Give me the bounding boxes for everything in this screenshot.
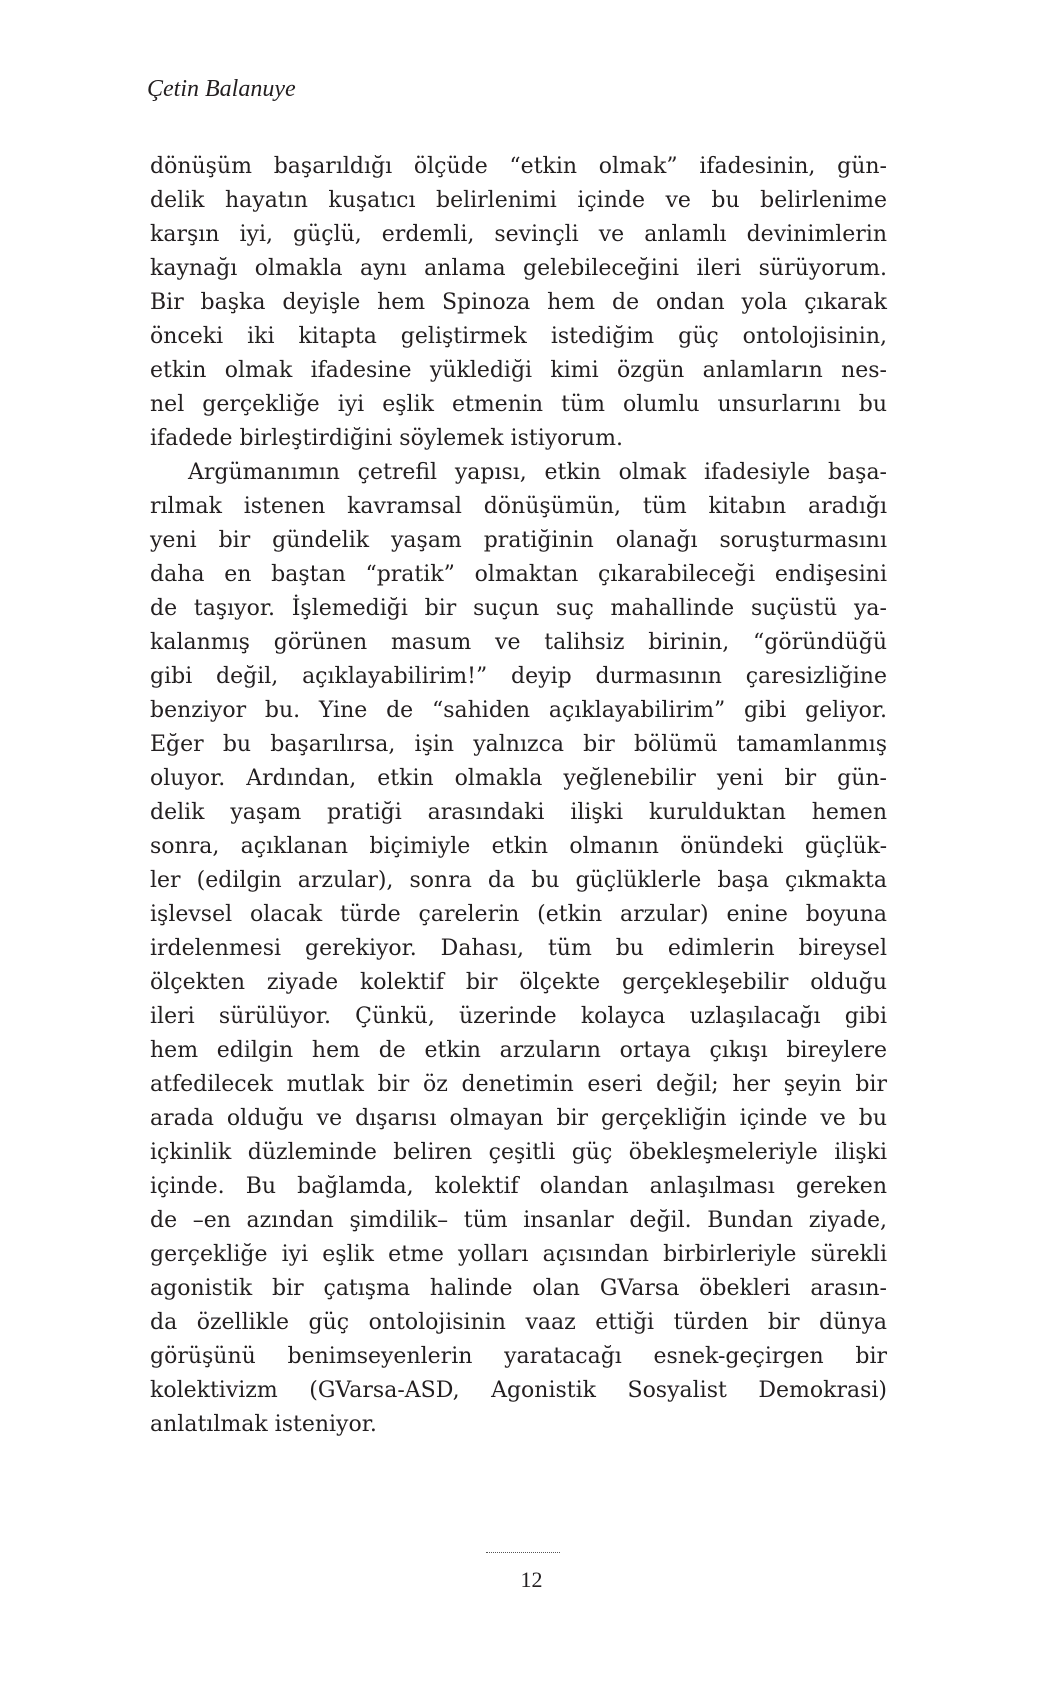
text-line: de –en azından şimdilik– tüm insanlar değil. Bundan ziyade, [150,1208,887,1233]
paragraph-2 [150,456,887,1442]
text-line: kolektivizm (GVarsa-ASD, Agonistik Sosyalist Demokrasi) [150,1378,887,1403]
text-line: da özellikle güç ontolojisinin vaaz ettiği türden bir dünya [150,1310,887,1335]
text-line: anlatılmak isteniyor. [150,1412,377,1437]
page-number: 12 [520,1567,543,1592]
text-line: agonistik bir çatışma halinde olan GVarsa öbekleri arasın- [150,1276,887,1301]
text-line: ölçekten ziyade kolektif bir ölçekte gerçekleşebilir olduğu [150,970,887,995]
text-line: ifadede birleştirdiğini söylemek istiyorum. [150,426,623,451]
text-line: ileri sürülüyor. Çünkü, üzerinde kolayca uzlaşılacağı gibi [150,1004,887,1029]
text-line: irdelenmesi gerekiyor. Dahası, tüm bu edimlerin bireysel [150,936,887,961]
text-line: atfedilecek mutlak bir öz denetimin eseri değil; her şeyin bir [150,1072,887,1097]
text-line: gibi değil, açıklayabilirim!” deyip durmasının çaresizliğine [150,664,887,689]
text-line: kalanmış görünen masum ve talihsiz birinin, “göründüğü [150,630,887,655]
text-line: Eğer bu başarılırsa, işin yalnızca bir bölümü tamamlanmış [150,732,887,757]
text-line: kaynağı olmakla aynı anlama gelebileceğini ileri sürüyorum. [150,256,887,281]
text-line: yeni bir gündelik yaşam pratiğinin olanağı soruşturmasını [150,528,887,553]
text-line: de taşıyor. İşlemediği bir suçun suç mahallinde suçüstü ya- [150,596,887,621]
text-line: delik hayatın kuşatıcı belirlenimi içinde ve bu belirlenime [150,188,887,213]
text-line: arada olduğu ve dışarısı olmayan bir gerçekliğin içinde ve bu [150,1106,887,1131]
text-line: önceki iki kitapta geliştirmek istediğim güç ontolojisinin, [150,324,887,349]
text-line: benziyor bu. Yine de “sahiden açıklayabilirim” gibi geliyor. [150,698,887,723]
text-line: içinde. Bu bağlamda, kolektif olandan anlaşılması gereken [150,1174,887,1199]
text-line: nel gerçekliğe iyi eşlik etmenin tüm olumlu unsurlarını bu [150,392,887,417]
text-line: hem edilgin hem de etkin arzuların ortaya çıkışı bireylere [150,1038,887,1063]
text-line: delik yaşam pratiği arasındaki ilişki kurulduktan hemen [150,800,887,825]
text-line: işlevsel olacak türde çarelerin (etkin arzular) enine boyuna [150,902,887,927]
text-line: dönüşüm başarıldığı ölçüde “etkin olmak” ifadesinin, gün- [150,154,887,179]
paragraph-1 [150,150,887,456]
text-line: sonra, açıklanan biçimiyle etkin olmanın önündeki güçlük- [150,834,887,859]
page-number-rule [486,1552,560,1553]
body-text [150,150,887,1442]
text-line: etkin olmak ifadesine yüklediği kimi özgün anlamların nes- [150,358,887,383]
running-head-author: Çetin Balanuye [147,76,296,102]
text-line: görüşünü benimseyenlerin yaratacağı esnek-geçirgen bir [150,1344,887,1369]
text-line: gerçekliğe iyi eşlik etme yolları açısından birbirleriyle sürekli [150,1242,887,1267]
text-line: karşın iyi, güçlü, erdemli, sevinçli ve anlamlı devinimlerin [150,222,887,247]
text-line: ler (edilgin arzular), sonra da bu güçlüklerle başa çıkmakta [150,868,887,893]
text-line: oluyor. Ardından, etkin olmakla yeğlenebilir yeni bir gün- [150,766,887,791]
text-line: Bir başka deyişle hem Spinoza hem de ondan yola çıkarak [150,290,887,315]
text-line: Argümanımın çetrefil yapısı, etkin olmak ifadesiyle başa- [188,460,887,485]
text-line: içkinlik düzleminde beliren çeşitli güç öbekleşmeleriyle ilişki [150,1140,887,1165]
text-line: daha en baştan “pratik” olmaktan çıkarabileceği endişesini [150,562,887,587]
text-line: rılmak istenen kavramsal dönüşümün, tüm kitabın aradığı [150,494,887,519]
